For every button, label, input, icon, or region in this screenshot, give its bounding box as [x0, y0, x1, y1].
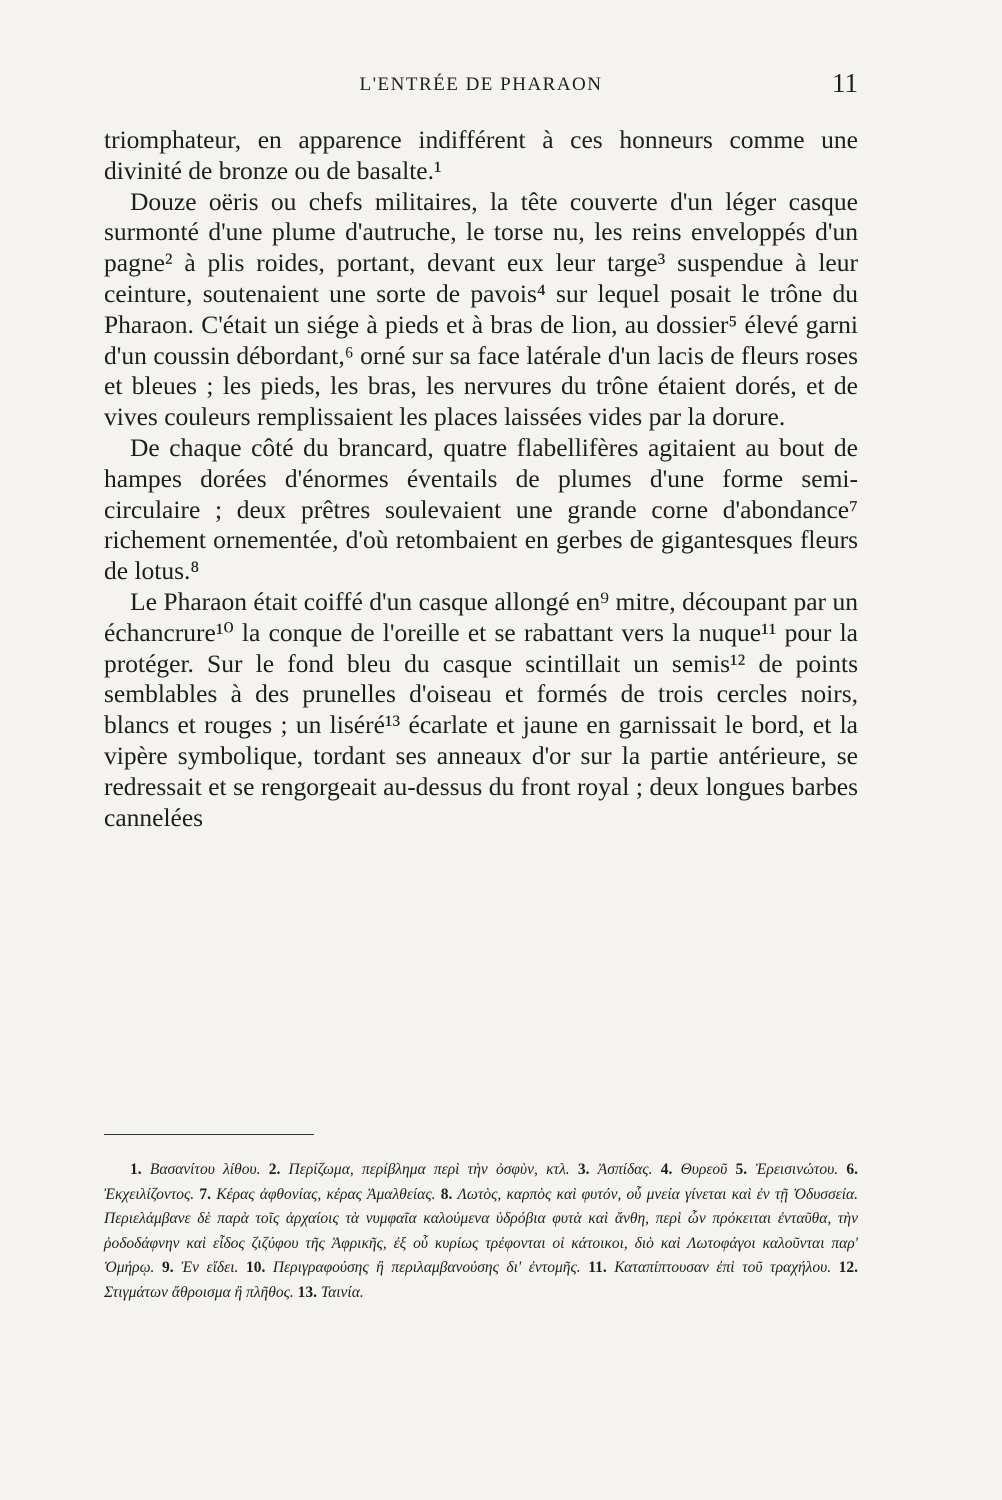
footnote-number: 6. — [846, 1161, 859, 1178]
footnote-number: 1. — [130, 1161, 142, 1178]
footnote-text: Περιγραφούσης ἢ περιλαμβανούσης δι' ἐντομῆς. — [272, 1259, 581, 1277]
footnote-text: Ἐκχειλίζοντος. — [104, 1185, 195, 1203]
footnote-number: 3. — [577, 1161, 590, 1178]
footnote-number: 2. — [268, 1161, 281, 1178]
footnote-number: 7. — [199, 1185, 211, 1203]
paragraph: Le Pharaon était coiffé d'un casque allongé en⁹ mitre, découpant par un échancrure¹⁰ la conque de l'oreille et se rabattant vers la nuque¹¹ pour la protéger. Sur le fond bleu du casque scintillait un semis¹² de points semblables à des prunelles d'oiseau et formés de trois cercles noirs, blancs et rouges ; un liséré¹³ écarlate et jaune en garnissait le bord, et la vipère symbolique, tordant ses anneaux d'or sur la partie antérieure, se redressait et se rengorgeait au-dessus du front royal ; deux longues barbes cannelées — [104, 586, 858, 832]
body-text — [104, 125, 858, 833]
footnote-text: Καταπίπτουσαν ἐπὶ τοῦ τραχήλου. — [614, 1259, 832, 1277]
page-number: 11 — [832, 68, 858, 98]
footnote-text: Θυρεοῦ — [680, 1161, 728, 1178]
footnote-text: Περίζωμα, περίβλημα περὶ τὴν ὀσφὺν, κτλ. — [288, 1161, 570, 1178]
paragraph: De chaque côté du brancard, quatre flabellifères agitaient au bout de hampes dorées d'énormes éventails de plumes d'une forme semi-circulaire ; deux prêtres soulevaient une grande corne d'abondance⁷ richement ornementée, d'où retombaient en gerbes de gigantesques fleurs de lotus.⁸ — [104, 432, 858, 586]
footnote-number: 11. — [588, 1259, 607, 1277]
running-head — [104, 68, 858, 102]
footnote-number: 8. — [440, 1185, 453, 1203]
footnote-text: Στιγμάτων ἄθροισμα ἢ πλῆθος. — [104, 1283, 294, 1301]
footnote-text: Κέρας ἀφθονίας, κέρας Ἀμαλθείας. — [216, 1185, 436, 1203]
footnote-number: 12. — [838, 1259, 859, 1277]
footnote-number: 13. — [297, 1283, 317, 1301]
footnote-block — [104, 1158, 858, 1306]
footnote-number: 4. — [660, 1161, 673, 1178]
footnote-number: 5. — [735, 1161, 748, 1178]
footnote-text: Ἀσπίδας. — [597, 1161, 653, 1178]
running-title: L'ENTRÉE DE PHARAON — [359, 74, 603, 95]
footnote-text: Ἐρεισινώτου. — [755, 1161, 839, 1178]
footnotes — [104, 1158, 858, 1306]
footnote-text: Λωτὸς, καρπὸς καὶ φυτόν, οὗ μνεία γίνεται καὶ ἐν τῇ Ὀδυσσεία. Περιελάμβανε δὲ παρὰ τοῖς ἀρχαίοις τὰ νυμφαῖα καλούμενα ὑδρόβια φυτὰ καὶ ἄνθη, περὶ ὧν πρόκειται ἐνταῦθα, τὴν ῥοδοδάφνην καὶ εἶδος ζιζύφου τῆς Ἀφρικῆς, ἐξ οὗ κυρίως τρέφονται οἱ κάτοικοι, διὸ καὶ Λωτοφάγοι καλοῦνται παρ' Ὁμήρῳ. — [104, 1185, 859, 1277]
footnote-text: Ἐν εἴδει. — [181, 1259, 239, 1277]
footnote-number: 10. — [245, 1259, 266, 1277]
footnote-text: Ταινία. — [320, 1283, 364, 1301]
footnote-text: Βασανίτου λίθου. — [149, 1161, 261, 1178]
paragraph-continued: triomphateur, en apparence indifférent à ces honneurs comme une divinité de bronze ou de basalte.¹ — [104, 125, 858, 185]
footnote-number: 9. — [161, 1259, 174, 1277]
paragraph: Douze oëris ou chefs militaires, la tête couverte d'un léger casque surmonté d'une plume d'autruche, le torse nu, les reins enveloppés d'un pagne² à plis roides, portant, devant eux leur targe³ suspendue à leur ceinture, soutenaient une sorte de pavois⁴ sur lequel posait le trône du Pharaon. C'était un siége à pieds et à bras de lion, au dossier⁵ élevé garni d'un coussin débordant,⁶ orné sur sa face latérale d'un lacis de fleurs roses et bleues ; les pieds, les bras, les nervures du trône étaient dorés, et de vives couleurs remplissaient les places laissées vides par la dorure. — [104, 186, 858, 432]
footnote-separator — [104, 1134, 314, 1135]
